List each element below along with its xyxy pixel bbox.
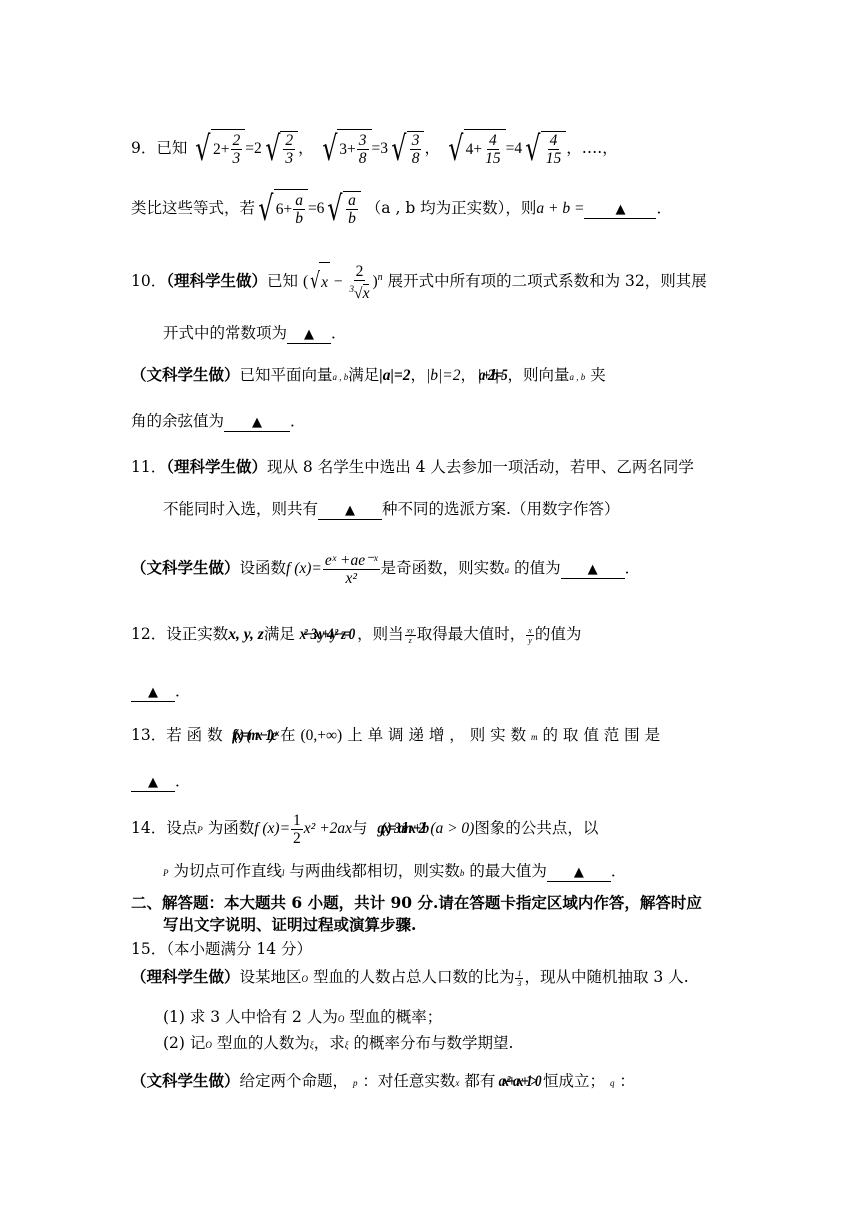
q9-eq2: √ 3+ $\frac{3}{8}$ (319, 129, 372, 170)
q10-tag-wen: （文科学生做） (131, 365, 240, 384)
q12-line1: 12．设正实数x, y, z满足 x²−3xy+4y²−z=0 ，则当 $\frac{xy}{z}$ 取得最大值时， $\frac{x}{y}$ 的值为 (131, 625, 582, 645)
q12-answer-blank[interactable]: ▲ (131, 683, 175, 702)
q9-number: 9． (131, 139, 157, 157)
q9-condition: （a , b 均为正实数），则 (365, 199, 537, 217)
q15-ratio: $\frac{1}{3}$ (517, 968, 522, 988)
q15-wen-line: （文科学生做）给定两个命题， p ：对任意实数x 都有 ax²+ax+1>0 恒成立； q ： (131, 1070, 635, 1094)
q9-dots: ，….， (566, 139, 618, 157)
q10-wen-line2: 角的余弦值为 ▲ ． (131, 412, 306, 430)
section2-heading-line1: 二、解答题：本大题共 6 小题，共计 90 分.请在答题卡指定区域内作答，解答时应 (131, 893, 702, 912)
q10-li-line2: 开式中的常数项为 ▲ ． (163, 324, 347, 342)
q15-li-line: （理科学生做）设某地区O 型血的人数占总人口数的比为 $\frac{1}{3}$ ，现从中随机抽取 3 人. (131, 967, 689, 988)
q10-wen-line1: （文科学生做）已知平面向量a , b满足|a|=2，|b|=2， |a+2b|=5 ，则向量a , b 夹 (131, 364, 606, 388)
q9-eq4: √ 6+ $\frac{a}{b}$ (255, 189, 308, 230)
q13-line2: ▲ ． (131, 770, 191, 792)
q12-line2: ▲ ． (131, 680, 191, 702)
q12-ratio1: $\frac{xy}{z}$ (406, 625, 414, 645)
q11-tag-li: （理科学生做） (166, 457, 267, 476)
q11-li-answer-blank[interactable]: ▲ (318, 501, 382, 520)
q11-li-line2: 不能同时入选，则共有 ▲ 种不同的选派方案.（用数字作答） (163, 500, 620, 518)
q10-li-text: 展开式中所有项的二项式系数和为 32，则其展 (387, 272, 707, 291)
q13-function: f(x)=(mx−1)eˣ (231, 727, 277, 744)
q14-line2: P 为切点可作直线l 与两曲线都相切，则实数b 的最大值为 ▲ ． (163, 862, 627, 880)
q15-header: 15．（本小题满分 14 分） (131, 940, 313, 958)
q11-li-line1: 11．（理科学生做）现从 8 名学生中选出 4 人去参加一项活动，若甲、乙两名同学 (131, 457, 694, 476)
q9-intro: 已知 (156, 139, 188, 157)
q11-tag-wen: （文科学生做） (131, 558, 240, 577)
q10-tag-li: （理科学生做） (166, 271, 267, 291)
q15-part2: (2) 记O 型血的人数为ξ，求ξ 的概率分布与数学期望. (163, 1034, 514, 1052)
q10-li-line1: 10．（理科学生做）已知 ( √ x − $\frac{2}{^3√x}$ )$^n$ 展开式中所有项的二项式系数和为 32，则其展 (131, 262, 707, 302)
q11-wen-line: （文科学生做）设函数f (x)= $\frac{\text{eˣ +ae⁻ˣ}}{\text{x²}}$ 是奇函数，则实数a 的值为 ▲ ． (131, 551, 641, 587)
q15-part1: (1) 求 3 人中恰有 2 人为O 型血的概率； (163, 1008, 443, 1026)
q10-wen-answer-blank[interactable]: ▲ (224, 413, 290, 432)
q10-li-answer-blank[interactable]: ▲ (287, 325, 331, 344)
q12-condition: x²−3xy+4y²−z=0 (299, 626, 353, 643)
q9-line2: 类比这些等式，若 √ 6+ $\frac{a}{b}$ =6 √ $\frac{a}{b}$ （a , b 均为正实数），则a + b = ▲ ． (131, 189, 672, 229)
section2-heading-line2: 写出文字说明、证明过程或演算步骤. (163, 915, 417, 934)
q13-line1: 13．若 函 数 f(x)=(mx−1)eˣ 在 (0,+∞) 上 单 调 递 增 ， 则 实 数 m 的 取 值 范 围 是 (131, 724, 660, 748)
q9-eq3: √ 4+ $\frac{4}{15}$ (445, 129, 506, 170)
q14-line1: 14．设点P 为函数f (x)= $\frac{1}{2}$ x² +2ax与 g(x)=3a²lnx+2b (a > 0)图象的公共点，以 (131, 808, 598, 848)
q11-wen-answer-blank[interactable]: ▲ (561, 560, 625, 579)
q9-eq1: √ 2+ $\frac{2}{3}$ (192, 129, 245, 170)
q12-ratio2: $\frac{x}{y}$ (528, 625, 532, 645)
q14-function-g: g(x)=3a²lnx+2b (376, 820, 426, 837)
q14-answer-blank[interactable]: ▲ (547, 863, 611, 882)
q9-answer-blank[interactable]: ▲ (584, 200, 656, 219)
q10-wen-vector-condition: |a+2b|=5 (478, 367, 506, 384)
q15-tag-li: （理科学生做） (131, 967, 240, 986)
q15-inequality: ax²+ax+1>0 (498, 1073, 540, 1090)
q15-tag-wen: （文科学生做） (131, 1071, 240, 1090)
q13-answer-blank[interactable]: ▲ (131, 773, 175, 792)
q9-ask: a + b = (536, 200, 585, 217)
q9-line1: 9．已知 √ 2+ $\frac{2}{3}$ =2 √ $\frac{2}{3}$ ， √ 3+ $\frac{3}{8}$ =3 √ $\frac{3}{8}$ ， √ 4+ $\frac{4}{15}$ =4 √ $\frac{4}{15}$ ，….， (131, 129, 618, 169)
